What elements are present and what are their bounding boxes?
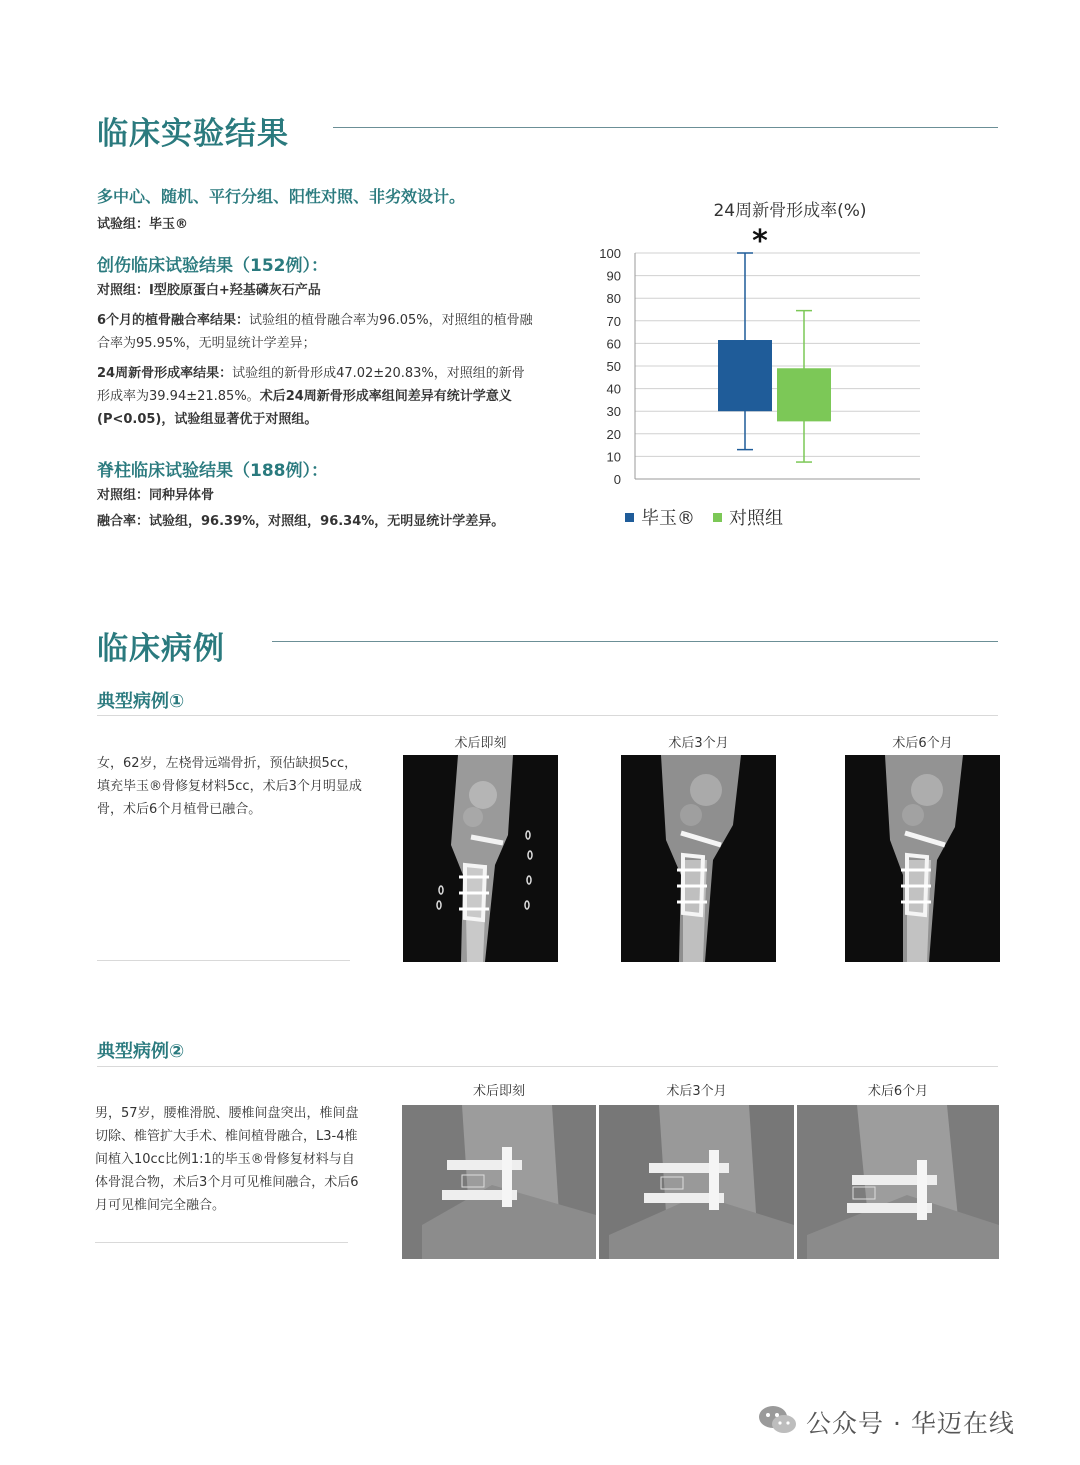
case1-caption-6m: 术后6个月 <box>892 736 953 751</box>
newbone-label: 24周新骨形成率结果： <box>97 366 233 381</box>
spine-control: 对照组：同种异体骨 <box>97 488 215 503</box>
box-control <box>777 368 831 421</box>
case2-xray-immediate <box>402 1105 596 1259</box>
y-tick-label: 90 <box>606 268 621 284</box>
case1-caption-3m: 术后3个月 <box>668 736 729 751</box>
y-tick-label: 20 <box>606 426 621 442</box>
case2-xray-3m <box>599 1105 794 1259</box>
case2-divider <box>97 1066 998 1067</box>
y-tick-label: 100 <box>599 246 621 261</box>
y-tick-label: 10 <box>606 449 621 465</box>
case1-description: 女，62岁，左桡骨远端骨折，预估缺损5cc，填充毕玉®骨修复材料5cc，术后3个月明显成骨，术后6个月植骨已融合。 <box>97 756 362 817</box>
y-tick-label: 80 <box>606 291 621 307</box>
case1-xray-3m <box>621 755 776 962</box>
case2-description: 男，57岁，腰椎滑脱、腰椎间盘突出，椎间盘切除、椎管扩大手术、椎间植骨融合，L3-4椎间植入10cc比例1:1的毕玉®骨修复材料与自体骨混合物，术后3个月可见椎间融合，术后6月可见椎间完全融合。 <box>95 1106 359 1213</box>
case1-xray-immediate <box>403 755 558 962</box>
box-test <box>718 340 772 411</box>
title-divider <box>333 127 998 128</box>
case1-desc-underline <box>97 960 350 961</box>
y-tick-label: 30 <box>606 404 621 420</box>
cases-divider <box>272 641 998 642</box>
spine-fusion-text: 融合率：试验组，96.39%，对照组，96.34%，无明显统计学差异。 <box>97 514 505 529</box>
legend-label: 毕玉® <box>641 508 695 529</box>
chart-title: 24周新骨形成率(%) <box>713 201 867 221</box>
box-plot-chart <box>585 225 935 545</box>
y-tick-label: 70 <box>606 313 621 329</box>
case1-xray-6m <box>845 755 1000 962</box>
significance-marker: * <box>752 225 768 259</box>
trauma-newbone-result <box>97 362 537 431</box>
case2-xray-6m <box>797 1105 999 1259</box>
case1-divider <box>97 715 998 716</box>
study-design: 多中心、随机、平行分组、阳性对照、非劣效设计。 <box>97 187 466 206</box>
legend-swatch <box>625 513 634 522</box>
fusion-text: 试验组的植骨融合率为96.05%，对照组的植骨融合率为95.95%，无明显统计学差异； <box>97 313 533 351</box>
case2-heading: 典型病例② <box>97 1041 185 1062</box>
test-group-label: 试验组：毕玉® <box>97 217 189 232</box>
trauma-control: 对照组：I型胶原蛋白+羟基磷灰石产品 <box>97 283 321 298</box>
y-tick-label: 40 <box>606 381 621 397</box>
y-tick-label: 0 <box>613 472 621 487</box>
wechat-icon <box>757 1402 799 1438</box>
case1-heading: 典型病例① <box>97 691 185 712</box>
trauma-fusion-result <box>97 309 537 355</box>
y-tick-label: 50 <box>606 359 621 374</box>
newbone-text: 试验组的新骨形成47.02±20.83%，对照组的新骨形成率为39.94±21.85%。 <box>97 366 525 404</box>
legend-label: 对照组 <box>729 508 783 529</box>
newbone-significance: 术后24周新骨形成率组间差异有统计学意义(P<0.05)，试验组显著优于对照组。 <box>97 389 512 427</box>
case2-caption-6m: 术后6个月 <box>867 1084 929 1099</box>
spine-fusion <box>97 510 504 533</box>
case2-caption-3m: 术后3个月 <box>666 1084 727 1099</box>
legend-swatch <box>713 513 722 522</box>
spine-heading: 脊柱临床试验结果（188例）： <box>97 461 328 481</box>
section-title-results: 临床实验结果 <box>97 116 289 152</box>
y-tick-label: 60 <box>606 336 621 352</box>
case1-caption-immediate: 术后即刻 <box>454 736 507 751</box>
case2-caption-immediate: 术后即刻 <box>472 1084 525 1099</box>
section-title-cases: 临床病例 <box>97 631 225 667</box>
watermark-text: 公众号 · 华迈在线 <box>806 1409 1015 1438</box>
trauma-heading: 创伤临床试验结果（152例）： <box>97 256 328 276</box>
case2-desc-underline <box>95 1242 348 1243</box>
fusion-label: 6个月的植骨融合率结果： <box>97 313 250 328</box>
